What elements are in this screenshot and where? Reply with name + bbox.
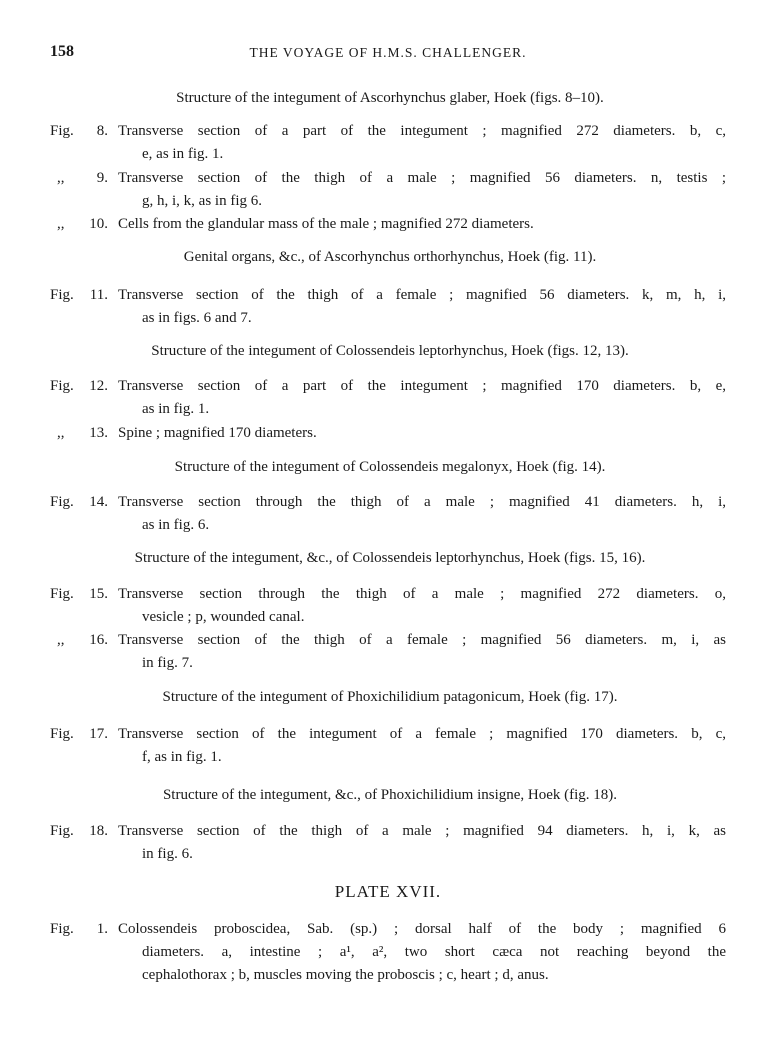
fig-label: Fig. [50,123,74,139]
fig-number: 13. [89,425,108,441]
fig-number: 9. [96,170,108,186]
running-header [0,43,776,67]
fig-text-line: Transverse section through the thigh of a male ; magnified 41 diameters. h, i, [118,494,726,510]
section-heading: Genital organs, &c., of Ascorhynchus orthorhynchus, Hoek (fig. 11). [183,249,597,265]
fig-text-line: Transverse section of the integument of a female ; magnified 170 diameters. b, c, [118,726,726,742]
section-heading: Structure of the integument, &c., of Colossendeis leptorhynchus, Hoek (figs. 15, 16). [134,550,646,566]
fig-text-line: in fig. 6. [142,846,193,862]
page-number: 158 [50,43,74,60]
ditto-mark: ,, [57,425,65,441]
fig-number: 8. [96,123,108,139]
fig-text-line: as in figs. 6 and 7. [142,310,252,326]
ditto-mark: ,, [57,216,65,232]
fig-text-line: Transverse section of the thigh of a male ; magnified 56 diameters. n, testis ; [118,170,726,186]
fig-text-line: Transverse section through the thigh of a male ; magnified 272 diameters. o, [118,586,726,602]
fig-text-line: Transverse section of a part of the integument ; magnified 170 diameters. b, e, [118,378,726,394]
plate-title: PLATE XVII. [334,882,442,901]
section-heading: Structure of the integument of Ascorhynchus glaber, Hoek (figs. 8–10). [176,90,604,106]
section-heading: Structure of the integument of Phoxichilidium patagonicum, Hoek (fig. 17). [162,689,618,705]
fig-text-line: vesicle ; p, wounded canal. [142,609,305,625]
fig-text-line: e, as in fig. 1. [142,146,224,162]
fig-label: Fig. [50,921,74,937]
fig-number: 16. [89,632,108,648]
fig-number: 10. [89,216,108,232]
fig-text-line: Transverse section of the thigh of a male ; magnified 94 diameters. h, i, k, as [118,823,726,839]
fig-text-line: Transverse section of a part of the integument ; magnified 272 diameters. b, c, [118,123,726,139]
fig-text-line: cephalothorax ; b, muscles moving the proboscis ; c, heart ; d, anus. [142,967,549,983]
fig-number: 17. [89,726,108,742]
fig-number: 18. [89,823,108,839]
fig-label: Fig. [50,494,74,510]
fig-text-line: diameters. a, intestine ; a¹, a², two short cæca not reaching beyond the [142,944,726,960]
fig-text-line: Transverse section of the thigh of a female ; magnified 56 diameters. m, i, as [118,632,726,648]
fig-label: Fig. [50,726,74,742]
fig-text-line: f, as in fig. 1. [142,749,222,765]
fig-number: 14. [89,494,108,510]
ditto-mark: ,, [57,632,65,648]
fig-label: Fig. [50,586,74,602]
fig-number: 12. [89,378,108,394]
fig-text-line: in fig. 7. [142,655,193,671]
fig-label: Fig. [50,823,74,839]
fig-number: 15. [89,586,108,602]
ditto-mark: ,, [57,170,65,186]
fig-text-line: Colossendeis proboscidea, Sab. (sp.) ; dorsal half of the body ; magnified 6 [118,921,726,937]
section-heading: Structure of the integument of Colossendeis megalonyx, Hoek (fig. 14). [174,459,606,475]
fig-text-line: as in fig. 1. [142,401,210,417]
fig-label: Fig. [50,287,74,303]
fig-text-line: as in fig. 6. [142,517,210,533]
section-heading: Structure of the integument of Colossendeis leptorhynchus, Hoek (figs. 12, 13). [151,343,629,359]
fig-number: 1. [96,921,108,937]
fig-text-line: Spine ; magnified 170 diameters. [118,425,317,441]
section-heading: Structure of the integument, &c., of Phoxichilidium insigne, Hoek (fig. 18). [162,787,618,803]
running-title: THE VOYAGE OF H.M.S. CHALLENGER. [249,45,527,60]
fig-label: Fig. [50,378,74,394]
fig-number: 11. [89,287,108,303]
fig-text-line: g, h, i, k, as in fig 6. [142,193,262,209]
fig-text-line: Transverse section of the thigh of a female ; magnified 56 diameters. k, m, h, i, [118,287,726,303]
fig-text-line: Cells from the glandular mass of the male ; magnified 272 diameters. [118,216,534,232]
